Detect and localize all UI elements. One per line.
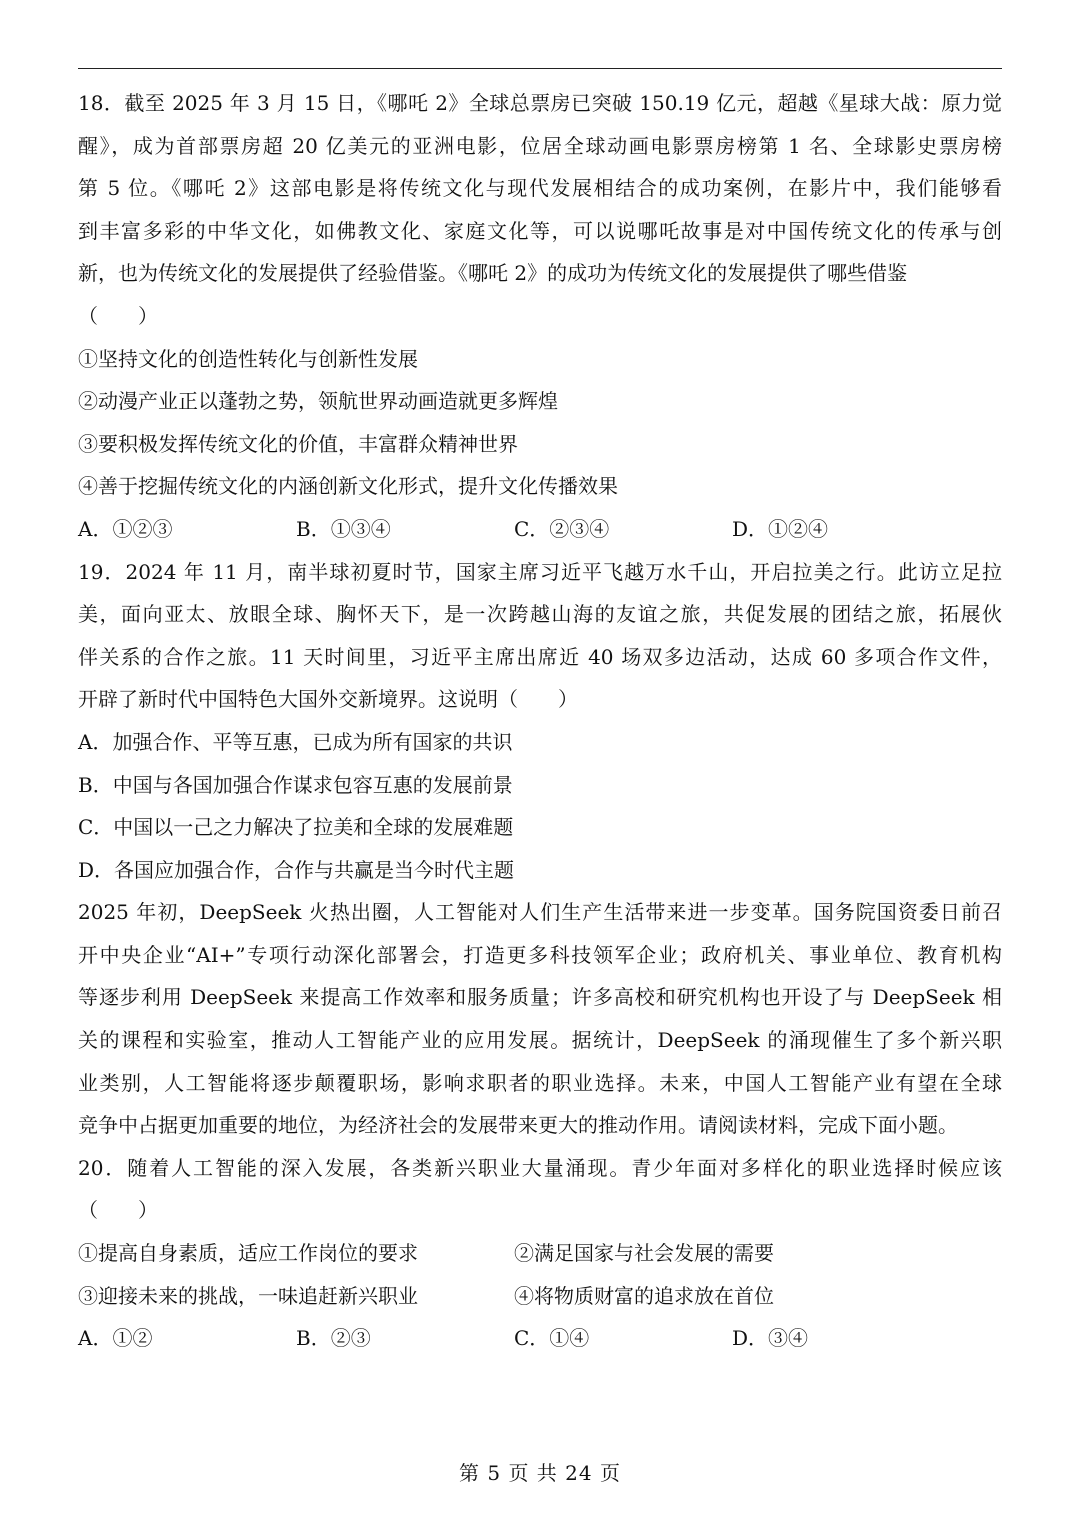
q20-option-b[interactable]: B．②③ bbox=[296, 1326, 371, 1351]
q18-option-c[interactable]: C．②③④ bbox=[514, 516, 610, 541]
q18-statement-2: ②动漫产业正以蓬勃之势，领航世界动画造就更多辉煌 bbox=[78, 389, 558, 414]
question-18 bbox=[78, 82, 1008, 551]
material-line: 等逐步利用 DeepSeek 来提高工作效率和服务质量；许多高校和研究机构也开设了与 DeepSeek 相 bbox=[78, 985, 1002, 1010]
page-content bbox=[78, 82, 1008, 1360]
q18-statement-1: ①坚持文化的创造性转化与创新性发展 bbox=[78, 346, 418, 371]
q20-statements-row-1 bbox=[78, 1232, 1008, 1275]
material-line: 竞争中占据更加重要的地位，为经济社会的发展带来更大的推动作用。请阅读材料，完成下面小题。 bbox=[78, 1113, 958, 1138]
q18-option-d[interactable]: D．①②④ bbox=[732, 516, 829, 541]
material-line: 开中央企业“AI+”专项行动深化部署会，打造更多科技领军企业；政府机关、事业单位、教育机构 bbox=[78, 942, 1002, 967]
q18-stem-line: 醒》，成为首部票房超 20 亿美元的亚洲电影，位居全球动画电影票房榜第 1 名、全球影史票房榜 bbox=[78, 133, 1002, 158]
q19-stem-line: 19．2024 年 11 月，南半球初夏时节，国家主席习近平飞越万水千山，开启拉美之行。此访立足拉 bbox=[78, 559, 1002, 584]
material-line: 关的课程和实验室，推动人工智能产业的应用发展。据统计，DeepSeek 的涌现催生了多个新兴职 bbox=[78, 1028, 1002, 1053]
q18-statement-3: ③要积极发挥传统文化的价值，丰富群众精神世界 bbox=[78, 431, 518, 456]
q19-option-a[interactable]: A．加强合作、平等互惠，已成为所有国家的共识 bbox=[78, 729, 513, 754]
q18-options bbox=[78, 508, 1008, 551]
header-rule bbox=[78, 68, 1002, 69]
q20-answer-blank: （ ） bbox=[78, 1198, 158, 1223]
question-20 bbox=[78, 1147, 1008, 1360]
q20-statement-4: ④将物质财富的追求放在首位 bbox=[514, 1283, 774, 1308]
reading-material bbox=[78, 891, 1008, 1147]
q18-option-a[interactable]: A．①②③ bbox=[78, 516, 173, 541]
q20-statement-3: ③迎接未来的挑战，一味追赶新兴职业 bbox=[78, 1283, 418, 1308]
q20-statement-1: ①提高自身素质，适应工作岗位的要求 bbox=[78, 1241, 418, 1266]
q19-stem-line: 美，面向亚太、放眼全球、胸怀天下，是一次跨越山海的友谊之旅，共促发展的团结之旅，拓展伙 bbox=[78, 602, 1002, 627]
q18-stem-line: 到丰富多彩的中华文化，如佛教文化、家庭文化等，可以说哪吒故事是对中国传统文化的传承与创 bbox=[78, 218, 1002, 243]
question-19 bbox=[78, 551, 1008, 892]
q19-stem-line: 开辟了新时代中国特色大国外交新境界。这说明（ ） bbox=[78, 687, 578, 712]
q19-option-c[interactable]: C．中国以一己之力解决了拉美和全球的发展难题 bbox=[78, 815, 514, 840]
material-line: 2025 年初，DeepSeek 火热出圈，人工智能对人们生产生活带来进一步变革。国务院国资委日前召 bbox=[78, 900, 1002, 925]
q18-answer-blank: （ ） bbox=[78, 303, 158, 328]
q20-option-c[interactable]: C．①④ bbox=[514, 1326, 590, 1351]
q18-option-b[interactable]: B．①③④ bbox=[296, 516, 391, 541]
material-line: 业类别，人工智能将逐步颠覆职场，影响求职者的职业选择。未来，中国人工智能产业有望在全球 bbox=[78, 1070, 1002, 1095]
q18-stem-line: 第 5 位。《哪吒 2》这部电影是将传统文化与现代发展相结合的成功案例，在影片中，我们能够看 bbox=[78, 176, 1002, 201]
q20-stem-line: 20．随着人工智能的深入发展，各类新兴职业大量涌现。青少年面对多样化的职业选择时候应该 bbox=[78, 1155, 1002, 1180]
q19-option-d[interactable]: D．各国应加强合作，合作与共赢是当今时代主题 bbox=[78, 857, 515, 882]
q18-stem-line: 18．截至 2025 年 3 月 15 日，《哪吒 2》全球总票房已突破 150.19 亿元，超越《星球大战：原力觉 bbox=[78, 91, 1002, 115]
q20-statements-row-2 bbox=[78, 1275, 1008, 1318]
q20-option-d[interactable]: D．③④ bbox=[732, 1326, 809, 1351]
q19-stem-line: 伴关系的合作之旅。11 天时间里，习近平主席出席近 40 场双多边活动，达成 60 多项合作文件， bbox=[78, 644, 1002, 669]
q18-stem-line: 新，也为传统文化的发展提供了经验借鉴。《哪吒 2》的成功为传统文化的发展提供了哪些借鉴 bbox=[78, 261, 908, 286]
q19-option-b[interactable]: B．中国与各国加强合作谋求包容互惠的发展前景 bbox=[78, 772, 513, 797]
q20-options bbox=[78, 1317, 1008, 1360]
q20-statement-2: ②满足国家与社会发展的需要 bbox=[514, 1241, 774, 1266]
q20-option-a[interactable]: A．①② bbox=[78, 1326, 153, 1351]
q18-statement-4: ④善于挖掘传统文化的内涵创新文化形式，提升文化传播效果 bbox=[78, 474, 618, 499]
page-footer: 第 5 页 共 24 页 bbox=[459, 1461, 621, 1485]
